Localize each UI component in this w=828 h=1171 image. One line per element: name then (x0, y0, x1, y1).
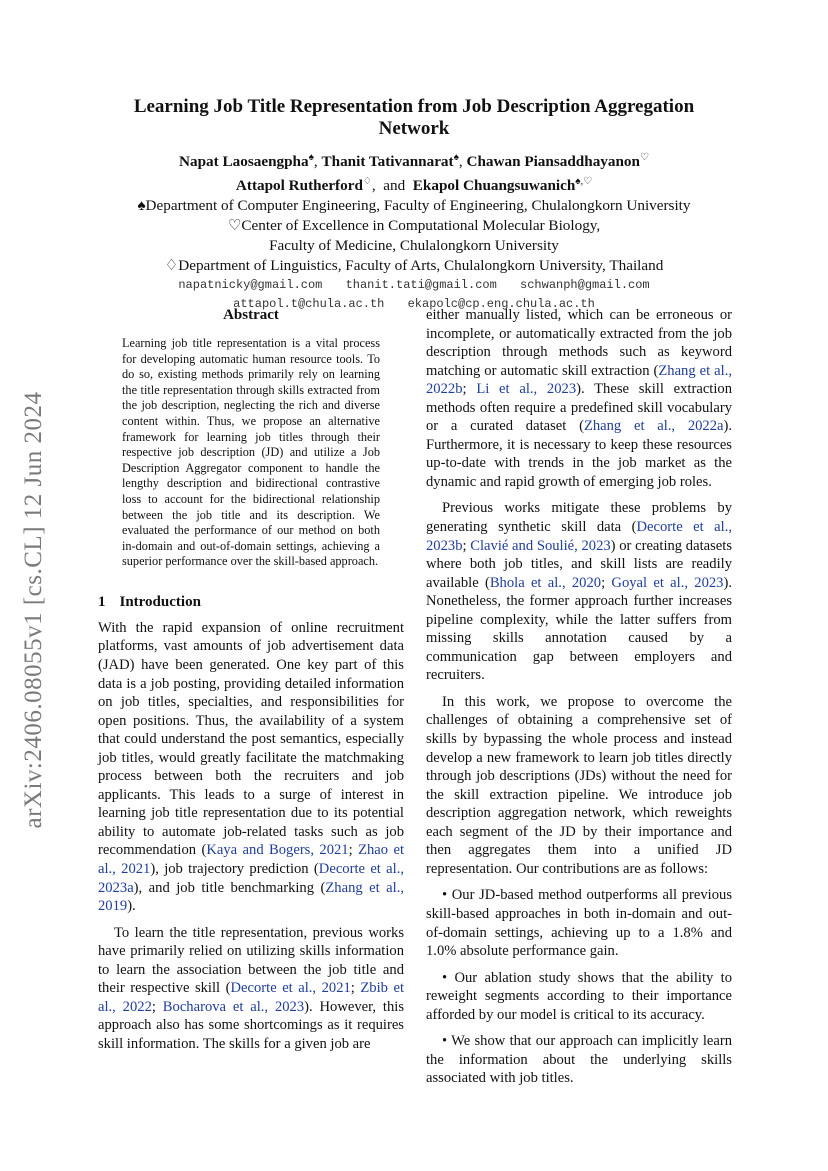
paragraph-text: With the rapid expansion of online recruitment platforms, vast amounts of job advertisement data (JAD) have been generated. One key part of this data is a job posting, providing detailed information on job titles, specialties, and responsibilities for open positions. Thus, the availability of a system that could understand the post semantics, especially job titles, would greatly facilitate the matchmaking process between both the recruiters and job applicants. This leads to a surge of interest in learning job title representation due to its potential ability to automate job-related tasks such as job recommendation ( (98, 619, 404, 859)
contribution-list (426, 886, 732, 1087)
paragraph-text: ; (151, 998, 163, 1015)
body-paragraph (426, 499, 732, 684)
author-line-2: Attapol Rutherford♢, and Ekapol Chuangsuwanich♠,♡ (235, 176, 593, 195)
section-number: 1 (98, 593, 106, 610)
paragraph-text: In this work, we propose to overcome the challenges of obtaining a comprehensive set of skills by bypassing the whole process and instead develop a new framework to learn job titles directly through job descriptions (JDs) without the need for the skill extraction pipeline. We introduce job description aggregation network, which reweights each segment of the JD by their importance and then aggregates them into a unified JD representation. Our contributions are as follows: (426, 693, 732, 877)
right-body-text (426, 306, 732, 878)
author-name: Attapol Rutherford (235, 177, 363, 195)
citation-link[interactable]: Decorte et al., 2023a (98, 861, 405, 896)
right-column (426, 306, 732, 1096)
body-paragraph (426, 306, 732, 491)
paragraph-text: ). Furthermore, it is necessary to keep these resources up-to-date with trends in the job market as the dynamic and rapid growth of emerging job roles. (426, 418, 732, 490)
email-line-1 (90, 276, 738, 295)
body-paragraph (426, 693, 732, 878)
affiliation-3: ♢Department of Linguistics, Faculty of Arts, Chulalongkorn University, Thailand (164, 257, 664, 275)
affiliation-1: ♠Department of Computer Engineering, Faculty of Engineering, Chulalongkorn University (137, 197, 691, 215)
body-paragraph (98, 619, 404, 916)
citation-link[interactable]: Li et al., 2023 (476, 381, 577, 398)
paragraph-text: ; (348, 842, 359, 859)
affiliation-mark: ♡ (639, 152, 649, 163)
citation-link[interactable]: Kaya and Bogers, 2021 (206, 842, 349, 859)
paragraph-text: ). However, this approach also has some shortcomings as it requires skill information. The skills for a given job are (98, 998, 404, 1052)
affiliation-2: ♡Center of Excellence in Computational Molecular Biology, (227, 217, 601, 235)
arxiv-identifier: arXiv:2406.08055v1 [cs.CL] 12 Jun 2024 (20, 391, 47, 829)
paper-title: Learning Job Title Representation from Job Description Aggregation Network (133, 96, 695, 139)
paragraph-text: ) or creating datasets where both job titles, and skill lists are readily available ( (426, 537, 732, 591)
affiliation-mark: ♠ (308, 152, 314, 163)
citation-link[interactable]: Zhao et al., 2021 (98, 842, 405, 878)
paragraph-text: ). Nonetheless, the former approach further increases pipeline complexity, while the latter suffers from missing skills annotation caused by a communication gap between employers and recruiters. (426, 574, 732, 684)
paragraph-text: ; (350, 980, 361, 997)
author-name: Thanit Tativannarat (321, 153, 454, 171)
contribution-item: • Our JD-based method outperforms all previous skill-based approaches in both in-domain and out-of-domain settings, achieving up to a 1.8% and 1.0% absolute performance gain. (426, 887, 732, 960)
paragraph-text: ; (462, 537, 471, 554)
author-name: Ekapol Chuangsuwanich (412, 177, 576, 195)
left-column (98, 306, 404, 1061)
citation-link[interactable]: Zhang et al., 2022a (583, 418, 724, 435)
citation-link[interactable]: Decorte et al., 2023b (426, 519, 732, 554)
author-name: Chawan Piansaddhayanon (466, 153, 640, 171)
abstract-text: Learning job title representation is a vital process for developing automatic human resource tools. To do so, existing methods primarily rely on learning the title representation through skills extracted from the job description, neglecting the rich and diverse content within. Thus, we propose an alternative framework for learning job titles through their respective job description (JD) and utilize a Job Description Aggregator component to handle the lengthy description and bidirectional contrastive loss to account for the bidirectional relationship between the job title and its description. We evaluated the performance of our method on both in-domain and out-of-domain settings, achieving a superior performance over the skill-based approach. (122, 336, 380, 569)
affiliation-mark: ♠ (453, 152, 459, 163)
contribution-item: • Our ablation study shows that the ability to reweight segments according to their importance afforded by our model is critical to its accuracy. (426, 969, 732, 1023)
author-name: Napat Laosaengpha (179, 153, 309, 171)
author-email: schwanph@gmail.com (520, 278, 650, 293)
arxiv-sidebar (14, 360, 54, 860)
author-email: napatnicky@gmail.com (178, 278, 323, 293)
paragraph-text: To learn the title representation, previous works have primarily relied on utilizing skills information to learn the association between the job title and their respective skill ( (98, 924, 404, 997)
paragraph-text: ). (127, 898, 136, 915)
paragraph-text: either manually listed, which can be erroneous or incomplete, or automatically extracted from the job description through methods such as keyword matching or automatic skill extraction ( (426, 307, 732, 379)
author-line-1: Napat Laosaengpha♠, Thanit Tativannarat♠, Chawan Piansaddhayanon♡ (179, 152, 649, 171)
contribution-item: • We show that our approach can implicitly learn the information about the underlying skills associated with job titles. (426, 1033, 732, 1087)
paragraph-text: ), and job title benchmarking ( (133, 879, 326, 896)
citation-link[interactable]: Bhola et al., 2020 (489, 574, 602, 591)
section-heading (98, 594, 404, 611)
body-paragraph (98, 924, 404, 1054)
section-title: Introduction (119, 593, 201, 610)
citation-link[interactable]: Goyal et al., 2023 (611, 574, 724, 591)
author-conjunction: and (383, 177, 406, 195)
citation-link[interactable]: Bocharova et al., 2023 (162, 998, 305, 1015)
affiliation-2-cont: Faculty of Medicine, Chulalongkorn University (269, 237, 559, 255)
citation-link[interactable]: Zhang et al., 2022b (426, 362, 733, 398)
affiliation-mark: ♢ (362, 176, 372, 188)
citation-link[interactable]: Zbib et al., 2022 (98, 980, 405, 1015)
author-email: attapol.t@chula.ac.th (233, 297, 385, 312)
paragraph-text: ; (462, 381, 477, 398)
author-email: thanit.tati@gmail.com (345, 278, 497, 293)
paragraph-text: ), job trajectory prediction ( (150, 861, 319, 878)
author-email: ekapolc@cp.eng.chula.ac.th (407, 297, 595, 312)
citation-link[interactable]: Zhang et al., 2019 (98, 879, 404, 915)
citation-link[interactable]: Clavié and Soulié, 2023 (470, 537, 611, 554)
paragraph-text: ; (601, 574, 612, 591)
citation-link[interactable]: Decorte et al., 2021 (230, 980, 351, 997)
author-block (90, 148, 738, 314)
affiliation-mark: ♠,♡ (575, 176, 593, 188)
paragraph-text: Previous works mitigate these problems by generating synthetic skill data ( (426, 500, 732, 536)
left-body-text (98, 619, 404, 1054)
paragraph-text: ). These skill extraction methods often require a predefined skill vocabulary or a curated dataset ( (426, 381, 732, 435)
abstract-heading: Abstract (223, 307, 279, 323)
